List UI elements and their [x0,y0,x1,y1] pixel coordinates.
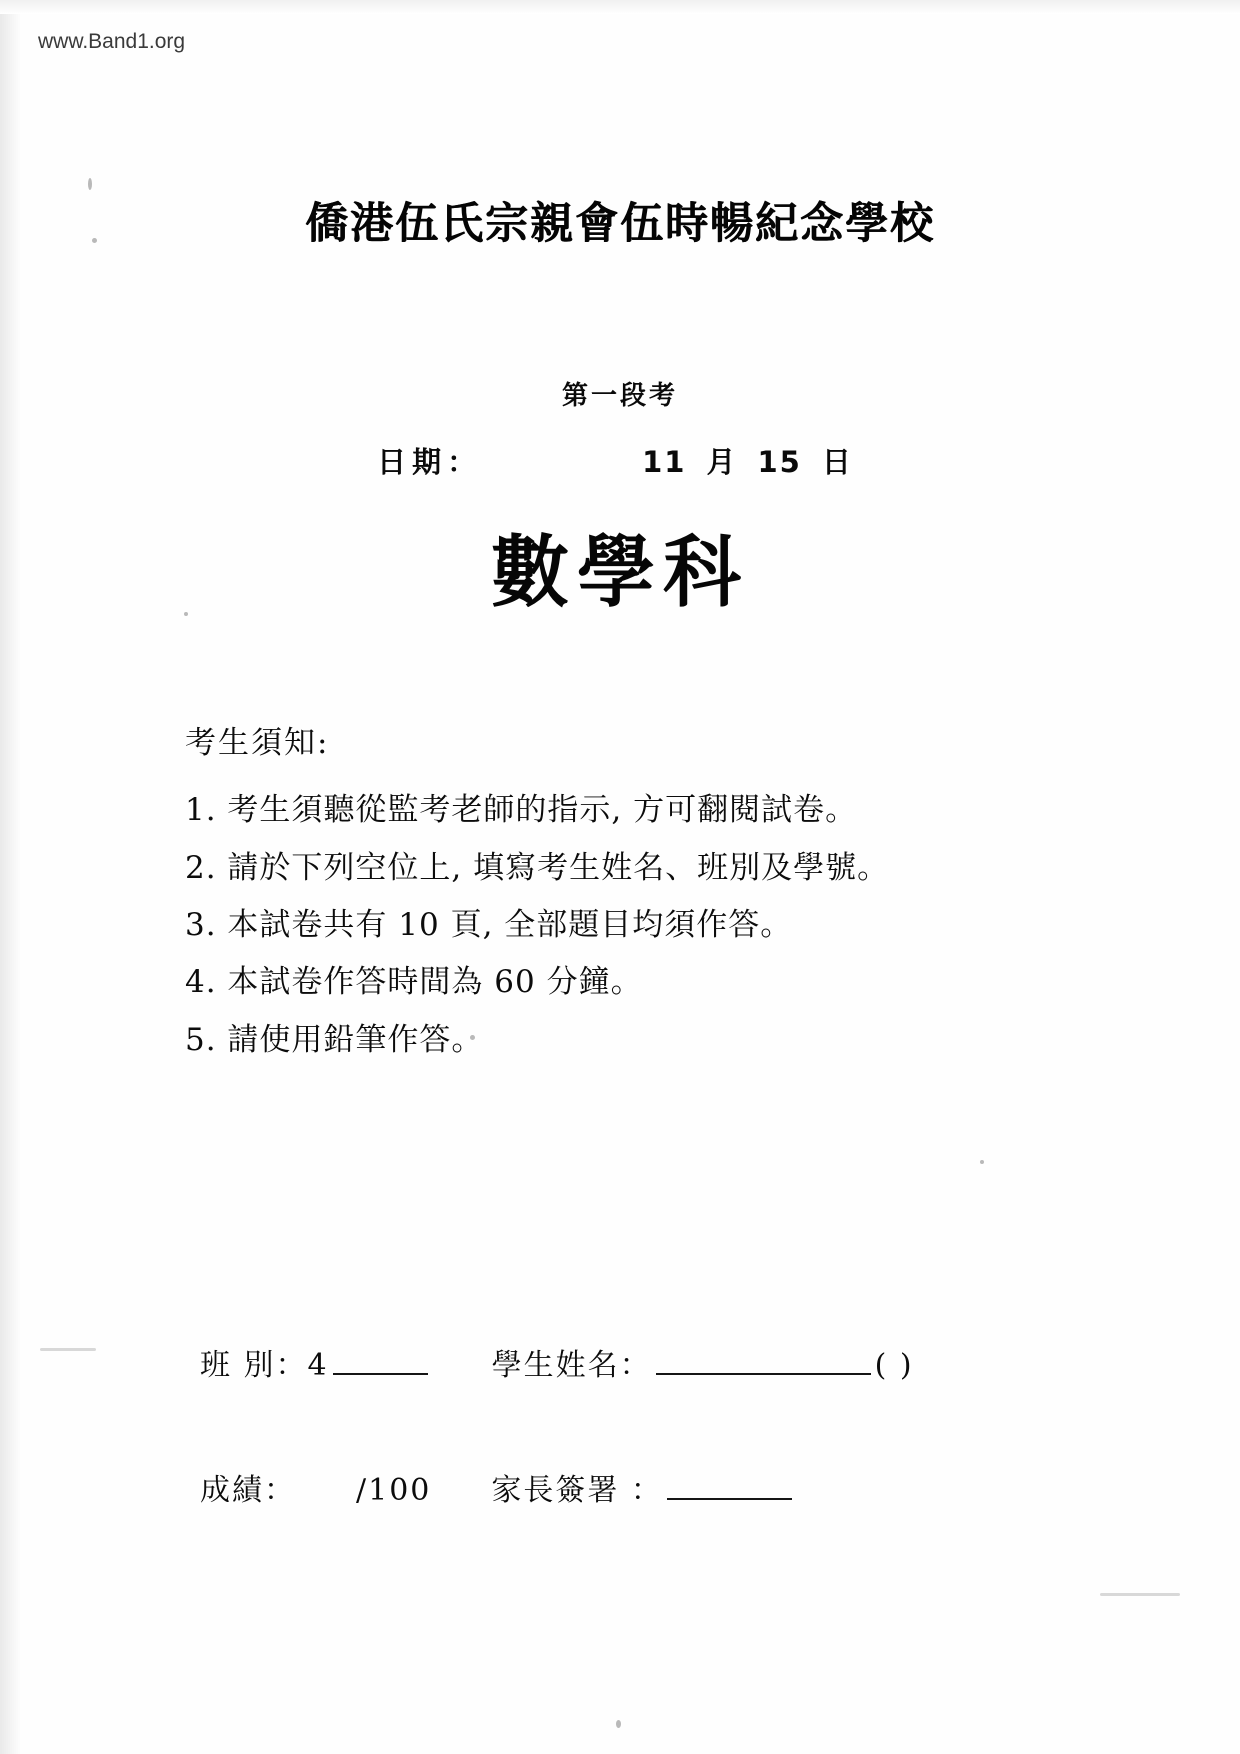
scan-speck [616,1720,621,1728]
student-number-bracket[interactable]: ( ) [874,1348,914,1383]
notice-heading: 考生須知: [185,725,330,761]
date-day-value: 15 [757,445,802,479]
scan-smudge [40,1348,96,1351]
scan-smudge [1100,1593,1180,1596]
class-label: 班 別： [200,1348,308,1383]
notice-item-4: 4. 本試卷作答時間為 60 分鐘。 [185,964,643,1001]
score-signature-row [200,1465,1060,1509]
candidate-notice-block [185,715,1065,1069]
exam-date-row [0,440,1240,481]
notice-item-5: 5. 請使用鉛筆作答。 [185,1021,484,1058]
student-info-row [200,1340,1060,1384]
exam-term-label: 第一段考 [561,381,678,411]
scan-edge-top [0,0,1240,14]
date-label: 日期： [377,445,483,479]
parent-signature-blank-input[interactable] [667,1472,792,1500]
class-blank-input[interactable] [333,1347,428,1375]
school-name-title: 僑港伍氏宗親會伍時暢紀念學校 [305,199,935,249]
subject-title: 數學科 [490,527,749,618]
notice-item-1: 1. 考生須聽從監考老師的指示, 方可翻閱試卷。 [185,792,858,829]
notice-item-2: 2. 請於下列空位上, 填寫考生姓名、班別及學號。 [185,849,890,886]
student-name-label: 學生姓名： [491,1348,652,1383]
score-label: 成績： [200,1473,296,1508]
parent-signature-label: 家長簽署 ： [491,1473,663,1508]
scan-edge-left [0,0,22,1754]
scan-speck [88,178,92,190]
student-name-blank-input[interactable] [656,1347,871,1375]
date-month-unit: 月 [706,445,738,479]
date-month-value: 11 [642,445,687,479]
watermark-url: www.Band1.org [38,30,186,53]
notice-item-3: 3. 本試卷共有 10 頁, 全部題目均須作答。 [185,907,793,944]
class-value: 4 [307,1348,329,1383]
score-value[interactable]: /100 [356,1473,432,1508]
date-day-unit: 日 [821,445,853,479]
scan-speck [980,1160,984,1164]
